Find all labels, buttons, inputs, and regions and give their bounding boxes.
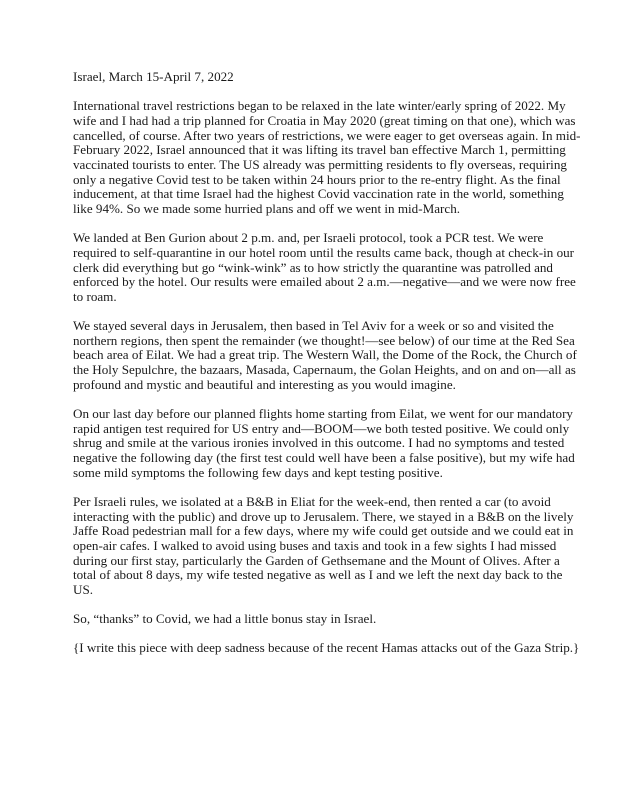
text-line: open-air cafes. I walked to avoid using buses and taxis and took in a few sights I had missed <box>73 537 557 553</box>
text-line: We stayed several days in Jerusalem, then based in Tel Aviv for a week or so and visited the <box>73 318 554 334</box>
paragraph-note <box>73 640 580 656</box>
text-line: inducement, at that time Israel had the highest Covid vaccination rate in the world, something <box>73 186 564 202</box>
text-line: International travel restrictions began to be relaxed in the late winter/early spring of 2022. My <box>73 98 566 114</box>
text-line: February 2022, Israel announced that it was lifting its travel ban effective March 1, permitting <box>73 142 566 158</box>
text-line: rapid antigen test required for US entry and—BOOM—we both tested positive. We could only <box>73 420 570 436</box>
text-line: vaccinated tourists to enter. The US already was permitting residents to fly overseas, requiring <box>73 156 567 172</box>
text-line: to roam. <box>73 288 117 304</box>
text-line: US. <box>73 581 94 597</box>
text-line: like 94%. So we made some hurried plans and off we went in mid-March. <box>73 200 461 216</box>
text-line: only a negative Covid test to be taken within 24 hours prior to the re-entry flight. As the final <box>73 171 561 187</box>
text-line: northern regions, then spent the remainder (we thought!—see below) of our time at the Red Sea <box>73 332 575 348</box>
text-line: {I write this piece with deep sadness because of the recent Hamas attacks out of the Gaza Strip.} <box>73 640 580 656</box>
paragraph-conclusion <box>73 612 553 627</box>
text-line: required to self-quarantine in our hotel room until the results came back, though at check-in our <box>73 244 575 260</box>
paragraph-isolation <box>73 493 574 598</box>
text-line: the Holy Sepulchre, the bazaars, Masada, Capernaum, the Golan Heights, and on and on—all as <box>73 362 576 378</box>
document-body <box>73 69 581 671</box>
text-line: during our first stay, particularly the Garden of Gethsemane and the Mount of Olives. After a <box>73 552 560 568</box>
text-line: some mild symptoms the following few days and kept testing positive. <box>73 464 443 480</box>
title-line: Israel, March 15-April 7, 2022 <box>73 69 234 84</box>
text-line: enforced by the hotel. Our results were emailed about 2 a.m.—negative—and we were now free <box>73 274 576 290</box>
text-line: interacting with the public) and drove up to Jerusalem. There, we stayed in a B&B on the lively <box>73 508 574 524</box>
text-line: negative the following day (the first test could well have been a false positive), but my wife had <box>73 450 575 465</box>
text-line: shrug and smile at the various ironies involved in this outcome. I had no symptoms and tested <box>73 435 565 451</box>
text-line: Jaffe Road pedestrian mall for a few days, where my wife could get outside and we could eat in <box>73 523 574 539</box>
paragraph-trip <box>73 318 577 392</box>
text-line: So, “thanks” to Covid, we had a little bonus stay in Israel. <box>73 611 377 627</box>
text-line: profound and mystic and beautiful and interesting as you would imagine. <box>73 376 456 392</box>
text-line: total of about 8 days, my wife tested negative as well as I and we left the next day back to the <box>73 567 563 583</box>
paragraph-positive-test <box>73 406 575 480</box>
text-line: We landed at Ben Gurion about 2 p.m. and, per Israeli protocol, took a PCR test. We were <box>73 230 544 246</box>
text-line: beach area of Eilat. We had a great trip. The Western Wall, the Dome of the Rock, the Church of <box>73 347 577 363</box>
text-line: wife and I had had a trip planned for Croatia in May 2020 (great timing on that one), which was <box>73 112 576 128</box>
paragraph-intro <box>73 98 581 216</box>
text-line: On our last day before our planned flights home starting from Eilat, we went for our mandatory <box>73 406 573 422</box>
text-line: Per Israeli rules, we isolated at a B&B in Eliat for the week-end, then rented a car (to avoid <box>73 493 551 509</box>
text-line: clerk did everything but go “wink-wink” as to how strictly the quarantine was patrolled and <box>73 259 553 275</box>
document-title <box>73 70 553 85</box>
paragraph-arrival <box>73 230 576 304</box>
text-line: cancelled, of course. After two years of restrictions, we were eager to get overseas again. In mid- <box>73 127 581 143</box>
